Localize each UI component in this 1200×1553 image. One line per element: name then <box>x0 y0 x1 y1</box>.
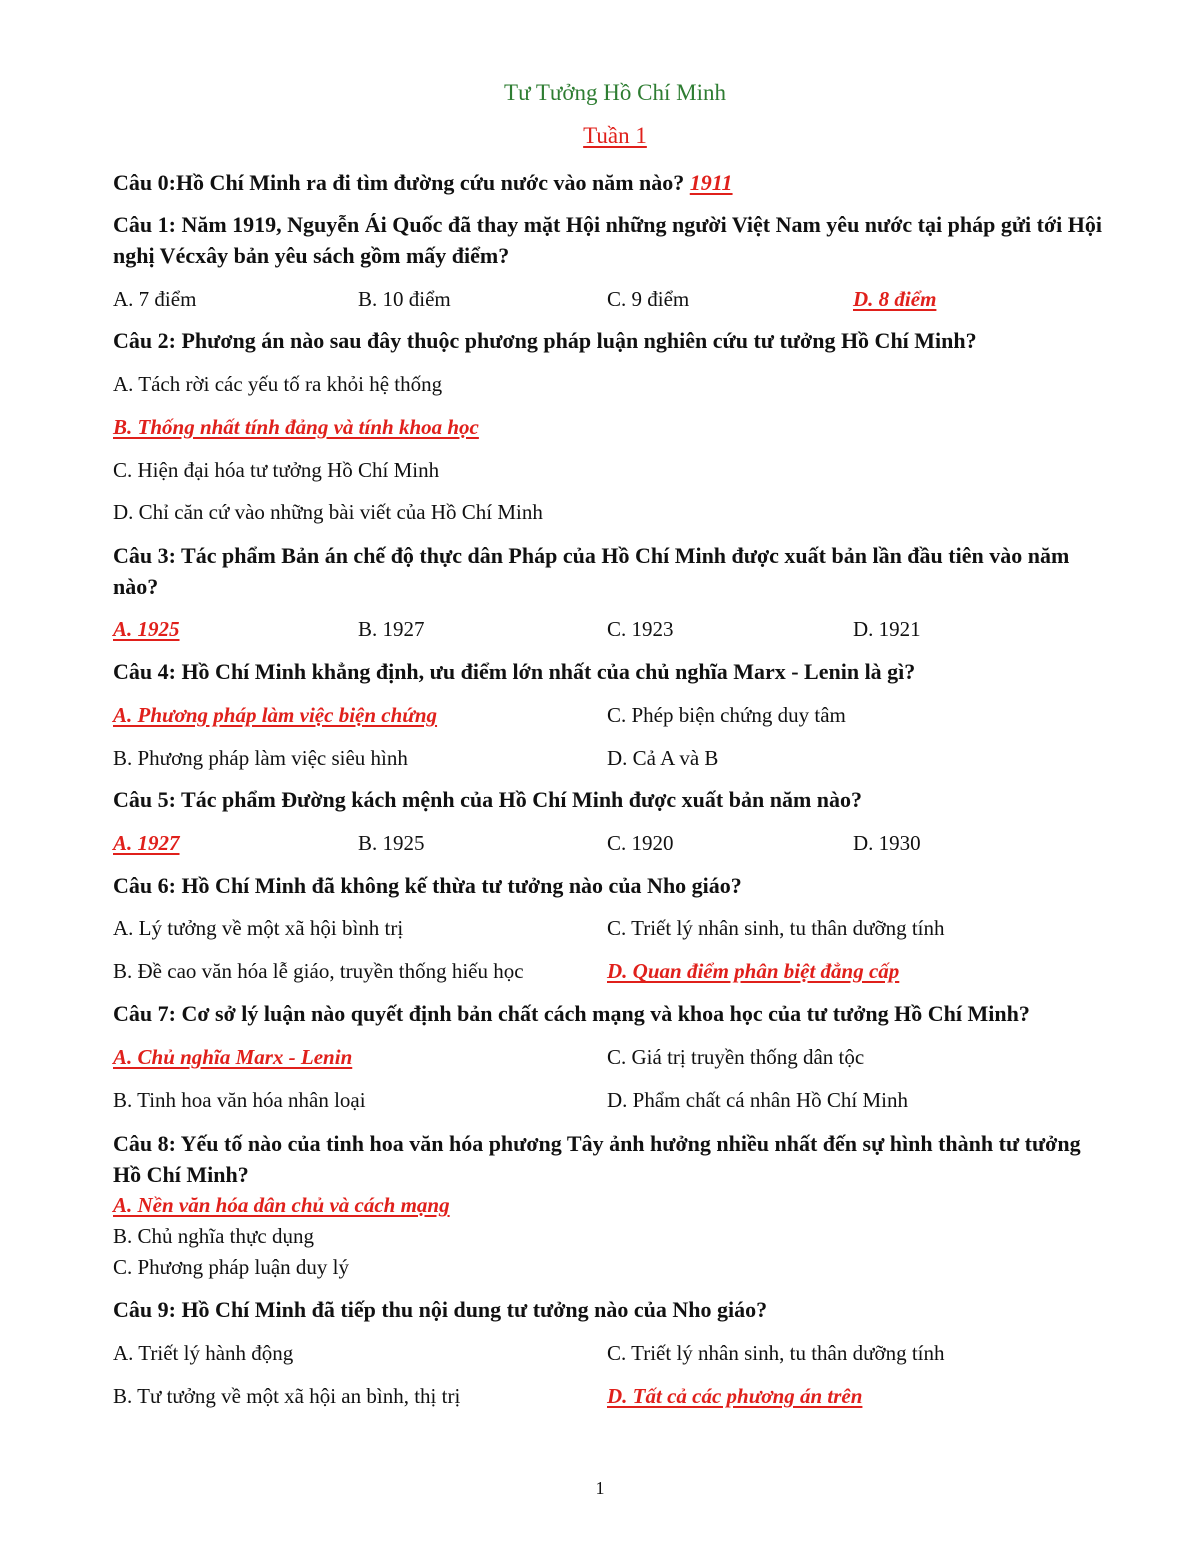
q9-option-a: A. Triết lý hành động <box>113 1341 294 1365</box>
q1-option-c: C. 9 điểm <box>607 287 690 311</box>
question-5-text: Câu 5: Tác phẩm Đường kách mệnh của Hồ Chí Minh được xuất bản năm nào? <box>113 787 862 812</box>
q3-option-c: C. 1923 <box>607 617 674 641</box>
question-0-text: Câu 0:Hồ Chí Minh ra đi tìm đường cứu nước vào năm nào? <box>113 170 685 195</box>
question-9-text: Câu 9: Hồ Chí Minh đã tiếp thu nội dung tư tưởng nào của Nho giáo? <box>113 1297 768 1322</box>
question-7-text: Câu 7: Cơ sở lý luận nào quyết định bản chất cách mạng và khoa học của tư tưởng Hồ Chí Minh? <box>113 1001 1030 1026</box>
q6-option-a: A. Lý tưởng về một xã hội bình trị <box>113 916 404 940</box>
q1-option-d-correct: D. 8 điểm <box>853 287 937 311</box>
q9-option-c: C. Triết lý nhân sinh, tu thân dưỡng tính <box>607 1341 945 1365</box>
question-0-answer: 1911 <box>689 170 733 195</box>
q8-option-b: B. Chủ nghĩa thực dụng <box>113 1224 314 1248</box>
q5-option-b: B. 1925 <box>358 831 425 855</box>
question-1-text: Câu 1: Năm 1919, Nguyễn Ái Quốc đã thay mặt Hội những người Việt Nam yêu nước tại pháp gửi tới Hội nghị Vécxây bản yêu sách gồm mấy điểm? <box>113 212 1102 268</box>
question-4-text: Câu 4: Hồ Chí Minh khẳng định, ưu điểm lớn nhất của chủ nghĩa Marx - Lenin là gì? <box>113 659 916 684</box>
question-8-text: Câu 8: Yếu tố nào của tinh hoa văn hóa phương Tây ảnh hưởng nhiều nhất đến sự hình thành tư tưởng Hồ Chí Minh? <box>113 1131 1081 1187</box>
q9-option-d-correct: D. Tất cả các phương án trên <box>607 1384 863 1408</box>
question-6-text: Câu 6: Hồ Chí Minh đã không kế thừa tư tưởng nào của Nho giáo? <box>113 873 742 898</box>
q9-option-b: B. Tư tưởng về một xã hội an bình, thị trị <box>113 1384 461 1408</box>
q4-option-b: B. Phương pháp làm việc siêu hình <box>113 746 408 770</box>
q3-option-a-correct: A. 1925 <box>113 617 180 641</box>
q2-option-d: D. Chỉ căn cứ vào những bài viết của Hồ Chí Minh <box>113 500 543 524</box>
question-3-text: Câu 3: Tác phẩm Bản án chế độ thực dân Pháp của Hồ Chí Minh được xuất bản lần đầu tiên vào năm nào? <box>113 543 1070 599</box>
q8-option-a-correct: A. Nền văn hóa dân chủ và cách mạng <box>113 1193 450 1217</box>
q7-option-a-correct: A. Chủ nghĩa Marx - Lenin <box>113 1045 353 1069</box>
q2-option-b-correct: B. Thống nhất tính đảng và tính khoa học <box>113 415 479 439</box>
q1-option-a: A. 7 điểm <box>113 287 197 311</box>
q4-option-c: C. Phép biện chứng duy tâm <box>607 703 846 727</box>
q7-option-d: D. Phẩm chất cá nhân Hồ Chí Minh <box>607 1088 908 1112</box>
q4-option-d: D. Cả A và B <box>607 746 719 770</box>
q1-option-b: B. 10 điểm <box>358 287 451 311</box>
q6-option-d-correct: D. Quan điểm phân biệt đẳng cấp <box>607 959 900 983</box>
question-2-text: Câu 2: Phương án nào sau đây thuộc phương pháp luận nghiên cứu tư tưởng Hồ Chí Minh? <box>113 328 977 353</box>
q4-option-a-correct: A. Phương pháp làm việc biện chứng <box>113 703 438 727</box>
page-number: 1 <box>595 1478 605 1498</box>
week-heading: Tuần 1 <box>583 123 647 148</box>
document-title: Tư Tưởng Hồ Chí Minh <box>504 80 726 105</box>
q8-option-c: C. Phương pháp luận duy lý <box>113 1255 349 1279</box>
q5-option-c: C. 1920 <box>607 831 674 855</box>
q2-option-a: A. Tách rời các yếu tố ra khỏi hệ thống <box>113 372 443 396</box>
q5-option-d: D. 1930 <box>853 831 921 855</box>
q7-option-c: C. Giá trị truyền thống dân tộc <box>607 1045 865 1069</box>
q6-option-c: C. Triết lý nhân sinh, tu thân dưỡng tính <box>607 916 945 940</box>
question-0 <box>113 168 733 198</box>
q5-option-a-correct: A. 1927 <box>113 831 180 855</box>
q7-option-b: B. Tinh hoa văn hóa nhân loại <box>113 1088 366 1112</box>
q3-option-b: B. 1927 <box>358 617 425 641</box>
q3-option-d: D. 1921 <box>853 617 921 641</box>
q2-option-c: C. Hiện đại hóa tư tưởng Hồ Chí Minh <box>113 458 440 482</box>
q6-option-b: B. Đề cao văn hóa lễ giáo, truyền thống hiếu học <box>113 959 524 983</box>
